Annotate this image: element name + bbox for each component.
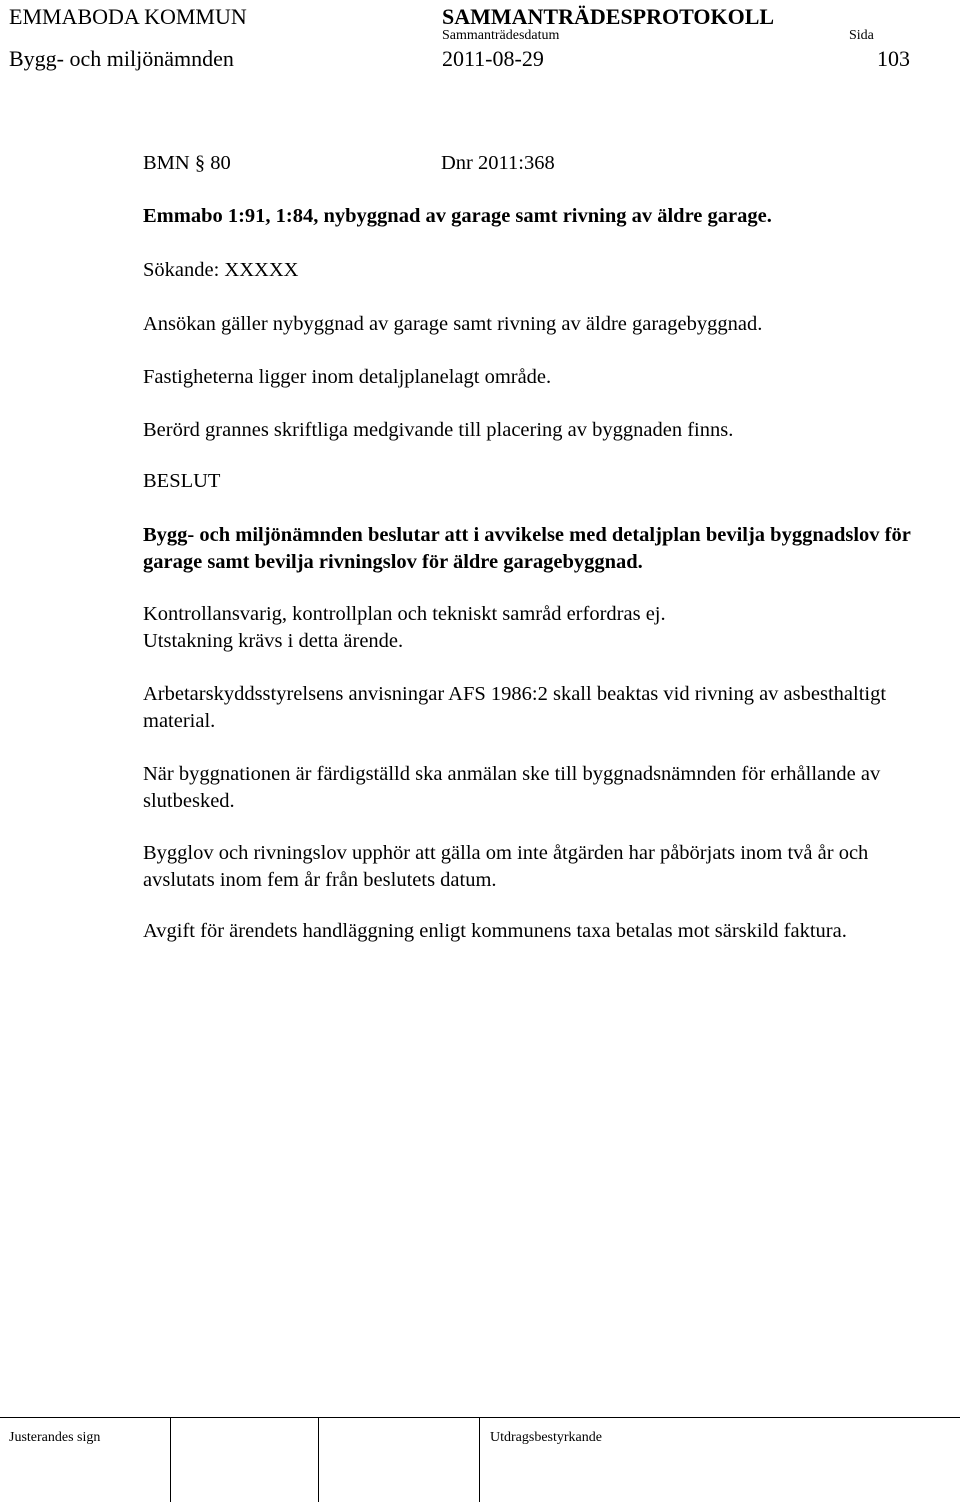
decision-final-inspection: När byggnationen är färdigställd ska anmälan ske till byggnadsnämnden för erhållande av slutbesked. (143, 763, 881, 812)
decision-control: Kontrollansvarig, kontrollplan och tekniskt samråd erfordras ej. (143, 603, 666, 625)
signature-box-divider (318, 1418, 319, 1502)
decision-expiry: Bygglov och rivningslov upphör att gälla om inte åtgärden har påbörjats inom två år och avslutats inom fem år från beslutets datum. (143, 842, 869, 891)
paragraph-application: Ansökan gäller nybyggnad av garage samt rivning av äldre garagebyggnad. (143, 313, 763, 335)
page-number: 103 (877, 46, 910, 71)
decision-afs: Arbetarskyddsstyrelsens anvisningar AFS 1986:2 skall beaktas vid rivning av asbesthaltigt material. (143, 683, 887, 732)
case-reference (143, 150, 933, 177)
protocol-title: SAMMANTRÄDESPROTOKOLL (442, 4, 775, 29)
justerandes-sign-label: Justerandes sign (9, 1430, 101, 1445)
decision-main: Bygg- och miljönämnden beslutar att i avvikelse med detaljplan bevilja byggnadslov för garage samt bevilja rivningslov för äldre garagebyggnad. (143, 524, 911, 573)
paragraph-plan: Fastigheterna ligger inom detaljplanelagt område. (143, 366, 552, 388)
paragraph-neighbour: Berörd grannes skriftliga medgivande till placering av byggnaden finns. (143, 419, 734, 441)
decision-fee: Avgift för ärendets handläggning enligt kommunens taxa betalas mot särskild faktura. (143, 920, 847, 942)
signature-box-divider (479, 1418, 480, 1502)
case-number: BMN § 80 (143, 152, 231, 174)
case-title: Emmabo 1:91, 1:84, nybyggnad av garage samt rivning av äldre garage. (143, 205, 772, 227)
meeting-date-label: Sammanträdesdatum (442, 28, 560, 43)
utdragsbestyrkande-label: Utdragsbestyrkande (490, 1430, 602, 1445)
signature-footer (0, 1417, 960, 1502)
case-dnr: Dnr 2011:368 (441, 152, 555, 174)
committee-name: Bygg- och miljönämnden (9, 46, 234, 71)
decision-staking: Utstakning krävs i detta ärende. (143, 630, 404, 652)
municipality-name: EMMABODA KOMMUN (9, 4, 247, 29)
meeting-date: 2011-08-29 (442, 46, 544, 71)
signature-box-divider (170, 1418, 171, 1502)
decision-heading: BESLUT (143, 470, 221, 492)
page-label: Sida (849, 28, 874, 43)
applicant: Sökande: XXXXX (143, 259, 299, 281)
